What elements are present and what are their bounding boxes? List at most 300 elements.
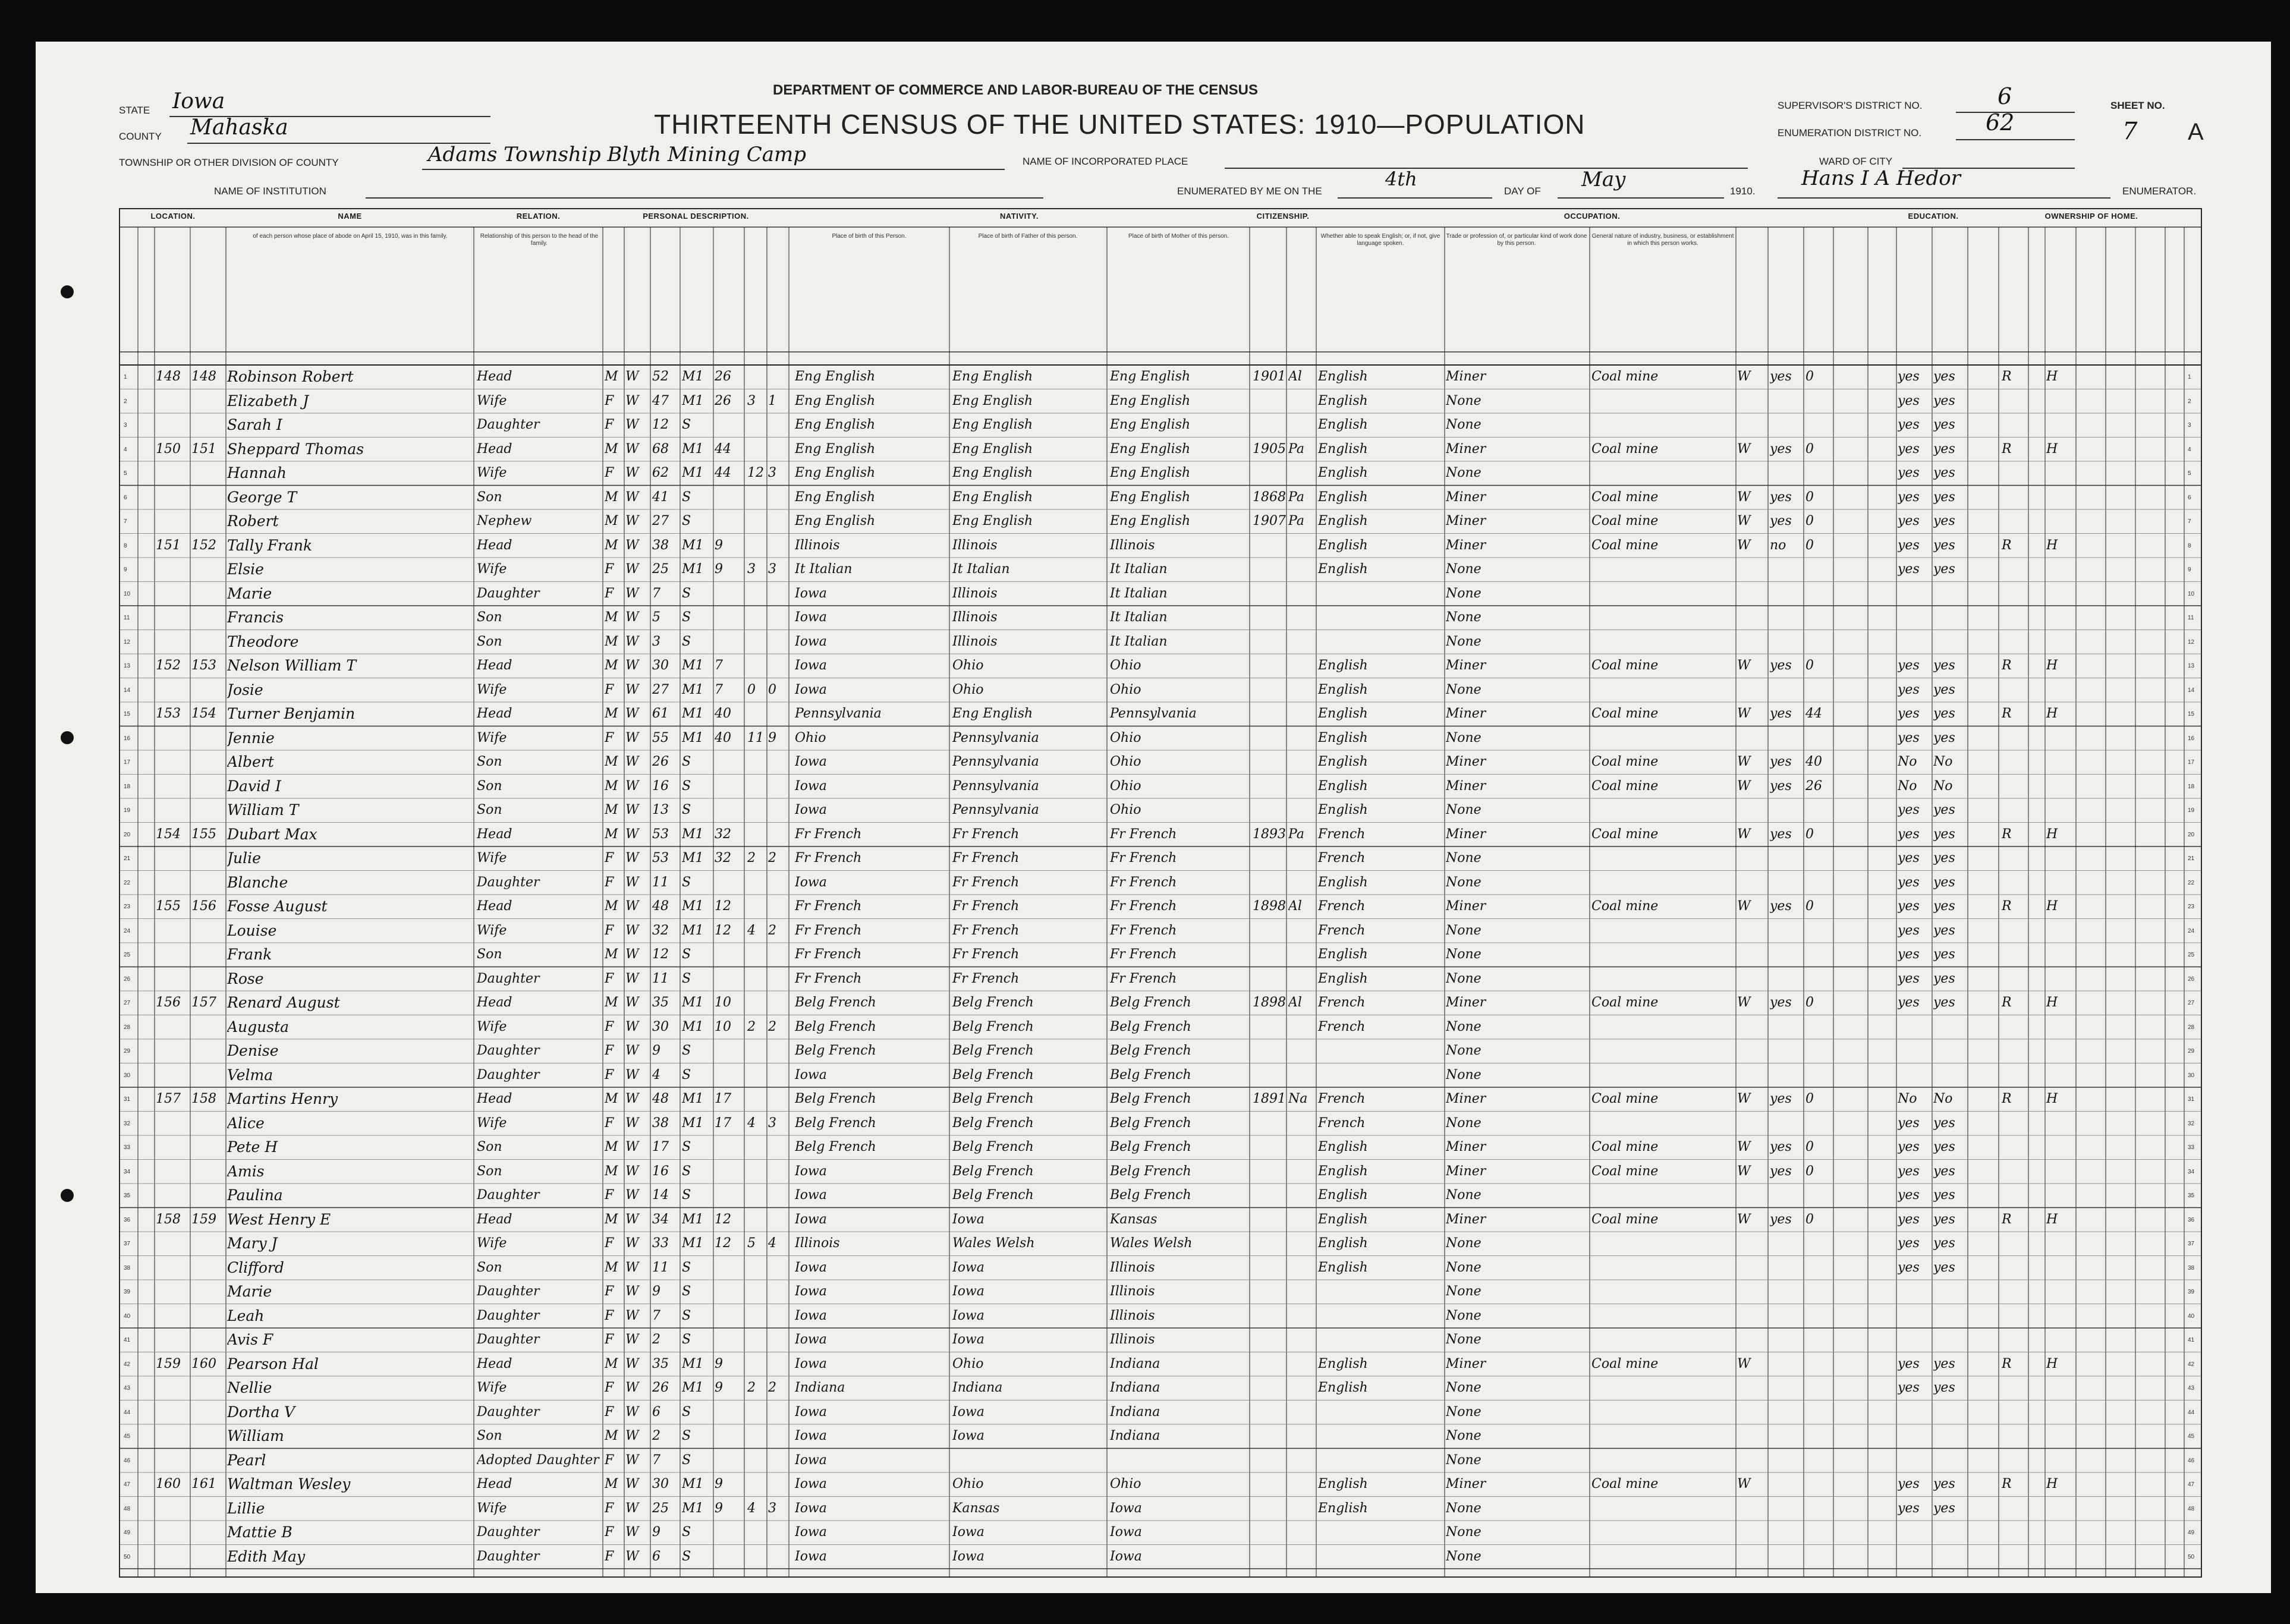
cell-lang: English <box>1318 1188 1368 1203</box>
cell-bp: Eng English <box>795 417 876 432</box>
cell-yes: yes <box>1770 899 1792 914</box>
cell-yes: yes <box>1770 489 1792 505</box>
line-number: 3 <box>2188 422 2191 429</box>
cell-trade: Miner <box>1446 658 1486 673</box>
cell-write: yes <box>1933 465 1955 480</box>
cell-rel: Son <box>477 1140 502 1154</box>
cell-sex: F <box>605 1188 614 1203</box>
line-number: 23 <box>124 904 131 910</box>
cell-yes: yes <box>1770 441 1792 457</box>
cell-dw: 150 <box>156 441 181 457</box>
cell-age: 62 <box>652 465 669 480</box>
line-number: 6 <box>2188 494 2191 501</box>
cell-race: W <box>625 971 639 986</box>
line-number: 3 <box>124 422 127 429</box>
cell-mar: M1 <box>682 562 704 577</box>
cell-bp: Iowa <box>795 1500 827 1516</box>
line-number: 26 <box>124 975 131 983</box>
line-number: 1 <box>2188 374 2191 380</box>
sheet-number: 7 <box>2122 118 2138 145</box>
cell-own: R <box>2002 441 2012 457</box>
cell-trade: None <box>1446 923 1481 938</box>
cell-name: Albert <box>227 753 274 770</box>
line-number: 4 <box>2188 446 2191 453</box>
cell-emp: W <box>1737 489 1751 505</box>
cell-age: 38 <box>652 1115 669 1131</box>
cell-mb: Eng English <box>1110 417 1191 432</box>
cell-fb: Eng English <box>952 441 1033 457</box>
birthplace-column-header: Place of birth of this Person. <box>832 233 907 240</box>
cell-read: yes <box>1898 658 1920 673</box>
cell-ind: Coal mine <box>1591 537 1659 553</box>
cell-age: 55 <box>652 730 669 745</box>
cell-wk: 0 <box>1805 826 1814 842</box>
cell-trade: Miner <box>1446 995 1486 1010</box>
cell-name: Pearson Hal <box>227 1355 319 1373</box>
line-number: 18 <box>124 783 131 790</box>
name-group-header: NAME <box>338 212 362 221</box>
cell-race: W <box>625 802 639 817</box>
cell-ch2: 0 <box>768 682 776 697</box>
cell-sex: F <box>605 851 614 865</box>
cell-mb: Fr French <box>1110 851 1177 865</box>
cell-age: 53 <box>652 826 669 842</box>
cell-lang: English <box>1318 658 1368 673</box>
trade-column-header: Trade or profession of, or particular kind of work done by this person. <box>1446 233 1587 247</box>
cell-bp: Eng English <box>795 393 876 408</box>
cell-fb: Iowa <box>952 1284 984 1299</box>
enumeration-day: 4th <box>1385 168 1417 190</box>
cell-bp: Belg French <box>795 1091 876 1106</box>
cell-race: W <box>625 1067 639 1082</box>
cell-mar: S <box>682 1452 691 1468</box>
cell-emp: W <box>1737 1163 1751 1179</box>
cell-house: H <box>2046 1091 2058 1106</box>
cell-sex: M <box>605 1428 618 1443</box>
cell-write: yes <box>1933 851 1955 865</box>
cell-name: Amis <box>227 1162 265 1180</box>
cell-race: W <box>625 826 639 842</box>
cell-fb: Eng English <box>952 393 1033 408</box>
cell-write: No <box>1933 778 1953 794</box>
cell-own: R <box>2002 899 2012 914</box>
cell-dw: 151 <box>156 537 181 553</box>
cell-read: yes <box>1898 1211 1920 1227</box>
line-number: 44 <box>124 1409 131 1416</box>
cell-sex: F <box>605 1452 614 1468</box>
line-number: 6 <box>124 494 127 501</box>
cell-mar: S <box>682 1140 691 1154</box>
cell-yrs: 32 <box>715 826 731 842</box>
cell-name: Clifford <box>227 1258 284 1276</box>
cell-bp: Ohio <box>795 730 826 745</box>
cell-race: W <box>625 851 639 865</box>
cell-trade: None <box>1446 1284 1481 1299</box>
cell-sex: F <box>605 1500 614 1516</box>
cell-sex: F <box>605 1043 614 1058</box>
cell-yes: yes <box>1770 754 1792 769</box>
cell-lang: French <box>1318 851 1366 865</box>
cell-ch1: 2 <box>747 1380 756 1395</box>
line-number: 15 <box>2188 711 2195 717</box>
cell-read: No <box>1898 754 1917 769</box>
line-number: 40 <box>124 1313 131 1320</box>
cell-write: yes <box>1933 1211 1955 1227</box>
cell-rel: Wife <box>477 562 507 577</box>
cell-name: Fosse August <box>227 898 328 915</box>
cell-age: 9 <box>652 1043 660 1058</box>
cell-yes: yes <box>1770 1163 1792 1179</box>
cell-house: H <box>2046 706 2058 721</box>
cell-yrs: 40 <box>715 730 731 745</box>
cell-ch2: 2 <box>768 923 776 938</box>
line-number: 9 <box>2188 566 2191 573</box>
cell-fb: Belg French <box>952 1188 1034 1203</box>
cell-mar: S <box>682 610 691 625</box>
cell-trade: None <box>1446 1428 1481 1443</box>
cell-lang: French <box>1318 923 1366 938</box>
cell-sex: F <box>605 586 614 601</box>
cell-mar: S <box>682 634 691 649</box>
cell-bp: It Italian <box>795 562 853 577</box>
cell-ch1: 2 <box>747 851 756 865</box>
cell-wk: 0 <box>1805 489 1814 505</box>
mother-birthplace-column-header: Place of birth of Mother of this person. <box>1128 233 1229 240</box>
cell-cit: Na <box>1288 1091 1308 1106</box>
cell-yrs: 40 <box>715 706 731 721</box>
cell-write: yes <box>1933 730 1955 745</box>
cell-fb: Pennsylvania <box>952 778 1039 794</box>
cell-name: Martins Henry <box>227 1090 338 1107</box>
cell-rel: Wife <box>477 1380 507 1395</box>
cell-own: R <box>2002 1356 2012 1371</box>
cell-age: 26 <box>652 1380 669 1395</box>
relation-group-header: RELATION. <box>516 212 561 221</box>
cell-age: 34 <box>652 1211 669 1227</box>
cell-mar: M1 <box>682 730 704 745</box>
cell-yes: no <box>1770 537 1786 553</box>
cell-yes: yes <box>1770 778 1792 794</box>
cell-yrs: 9 <box>715 1380 723 1395</box>
cell-sex: F <box>605 1284 614 1299</box>
cell-bp: Belg French <box>795 1019 876 1034</box>
cell-ch2: 2 <box>768 851 776 865</box>
cell-fa: 159 <box>191 1211 216 1227</box>
cell-trade: Miner <box>1446 369 1486 384</box>
line-number: 11 <box>2188 615 2194 621</box>
cell-bp: Iowa <box>795 1404 827 1420</box>
cell-bp: Indiana <box>795 1380 845 1395</box>
cell-cit: Pa <box>1288 514 1304 528</box>
cell-read: yes <box>1898 441 1920 457</box>
cell-fb: Belg French <box>952 1140 1034 1154</box>
location-group-header: LOCATION. <box>150 212 196 221</box>
cell-race: W <box>625 706 639 721</box>
cell-cit: Pa <box>1288 489 1304 505</box>
cell-mar: S <box>682 802 691 817</box>
line-number: 30 <box>124 1072 131 1079</box>
cell-ch2: 1 <box>768 393 776 408</box>
line-number: 16 <box>2188 735 2195 742</box>
cell-age: 38 <box>652 537 669 553</box>
cell-fb: Fr French <box>952 947 1020 962</box>
line-number: 5 <box>2188 470 2191 477</box>
cell-age: 11 <box>652 874 669 890</box>
state-label: STATE <box>119 105 150 116</box>
cell-race: W <box>625 1260 639 1275</box>
cell-rel: Daughter <box>477 1188 540 1203</box>
cell-mb: Iowa <box>1110 1500 1142 1516</box>
cell-write: yes <box>1933 826 1955 842</box>
line-number: 16 <box>124 735 131 742</box>
cell-sex: F <box>605 1525 614 1540</box>
cell-ch2: 3 <box>768 1500 776 1516</box>
cell-yrs: 12 <box>715 1211 731 1227</box>
cell-race: W <box>625 417 639 432</box>
cell-fb: Iowa <box>952 1428 984 1443</box>
cell-fb: Illinois <box>952 610 998 625</box>
line-number: 42 <box>124 1361 131 1368</box>
cell-read: yes <box>1898 706 1920 721</box>
cell-trade: Miner <box>1446 1477 1486 1491</box>
cell-sex: M <box>605 634 618 649</box>
cell-ind: Coal mine <box>1591 489 1659 505</box>
cell-mb: Eng English <box>1110 489 1191 505</box>
cell-bp: Iowa <box>795 1260 827 1275</box>
cell-sex: M <box>605 995 618 1010</box>
cell-mar: S <box>682 1284 691 1299</box>
education-group-header: EDUCATION. <box>1908 212 1959 221</box>
cell-emp: W <box>1737 441 1751 457</box>
cell-mb: Ohio <box>1110 682 1141 697</box>
cell-trade: None <box>1446 1500 1481 1516</box>
cell-bp: Pennsylvania <box>795 706 882 721</box>
cell-imm: 1898 <box>1253 899 1286 914</box>
line-number: 38 <box>2188 1264 2195 1271</box>
cell-age: 16 <box>652 778 669 794</box>
cell-trade: None <box>1446 802 1481 817</box>
line-number: 29 <box>124 1048 131 1055</box>
cell-fb: Fr French <box>952 826 1020 842</box>
cell-race: W <box>625 1452 639 1468</box>
line-number: 28 <box>124 1024 131 1031</box>
cell-write: yes <box>1933 514 1955 528</box>
cell-write: yes <box>1933 682 1955 697</box>
cell-mar: S <box>682 586 691 601</box>
line-number: 17 <box>2188 759 2195 766</box>
cell-trade: None <box>1446 874 1481 890</box>
cell-sex: M <box>605 1356 618 1371</box>
state-value: Iowa <box>172 89 225 114</box>
cell-write: No <box>1933 754 1953 769</box>
line-number: 48 <box>2188 1505 2195 1512</box>
cell-trade: None <box>1446 1188 1481 1203</box>
county-label: COUNTY <box>119 131 162 142</box>
cell-name: Alice <box>227 1114 265 1132</box>
cell-mb: Belg French <box>1110 995 1191 1010</box>
cell-sex: M <box>605 1140 618 1154</box>
line-number: 10 <box>124 590 131 597</box>
cell-name: Denise <box>227 1042 279 1059</box>
cell-write: yes <box>1933 1140 1955 1154</box>
cell-sex: M <box>605 610 618 625</box>
line-number: 41 <box>124 1337 131 1343</box>
cell-ind: Coal mine <box>1591 658 1659 673</box>
cell-race: W <box>625 658 639 673</box>
cell-ind: Coal mine <box>1591 1140 1659 1154</box>
cell-emp: W <box>1737 706 1751 721</box>
cell-fb: Iowa <box>952 1525 984 1540</box>
cell-age: 17 <box>652 1140 669 1154</box>
cell-read: yes <box>1898 874 1920 890</box>
cell-fb: Ohio <box>952 682 984 697</box>
cell-house: H <box>2046 1356 2058 1371</box>
cell-read: yes <box>1898 514 1920 528</box>
cell-emp: W <box>1737 995 1751 1010</box>
line-number: 33 <box>2188 1144 2195 1151</box>
cell-age: 7 <box>652 1308 660 1323</box>
cell-rel: Daughter <box>477 971 540 986</box>
cell-rel: Head <box>477 441 512 457</box>
cell-imm: 1893 <box>1253 826 1286 842</box>
cell-mar: S <box>682 1332 691 1347</box>
cell-own: R <box>2002 995 2012 1010</box>
cell-mar: S <box>682 947 691 962</box>
cell-fb: Illinois <box>952 634 998 649</box>
cell-lang: English <box>1318 802 1368 817</box>
cell-lang: English <box>1318 1211 1368 1227</box>
cell-read: yes <box>1898 489 1920 505</box>
line-number: 25 <box>2188 952 2195 958</box>
cell-race: W <box>625 1525 639 1540</box>
cell-mar: S <box>682 417 691 432</box>
cell-race: W <box>625 874 639 890</box>
cell-sex: F <box>605 1308 614 1323</box>
cell-fb: Iowa <box>952 1260 984 1275</box>
cell-rel: Head <box>477 826 512 842</box>
cell-trade: Miner <box>1446 441 1486 457</box>
cell-yes: yes <box>1770 995 1792 1010</box>
cell-mb: It Italian <box>1110 610 1168 625</box>
cell-fb: Iowa <box>952 1308 984 1323</box>
cell-write: yes <box>1933 369 1955 384</box>
punch-hole <box>61 731 74 744</box>
cell-yrs: 17 <box>715 1091 731 1106</box>
cell-house: H <box>2046 441 2058 457</box>
line-number: 49 <box>2188 1529 2195 1536</box>
cell-fb: Eng English <box>952 417 1033 432</box>
cell-yes: yes <box>1770 514 1792 528</box>
cell-race: W <box>625 1163 639 1179</box>
cell-race: W <box>625 995 639 1010</box>
cell-name: Robert <box>227 512 279 530</box>
cell-lang: English <box>1318 1140 1368 1154</box>
line-number: 24 <box>2188 927 2195 934</box>
cell-lang: English <box>1318 562 1368 577</box>
cell-own: R <box>2002 1211 2012 1227</box>
cell-bp: Belg French <box>795 1140 876 1154</box>
cell-rel: Son <box>477 1260 502 1275</box>
cell-name: Sarah I <box>227 416 282 433</box>
cell-mar: S <box>682 971 691 986</box>
cell-ch2: 2 <box>768 1019 776 1034</box>
cell-age: 25 <box>652 1500 669 1516</box>
cell-race: W <box>625 1211 639 1227</box>
cell-bp: Eng English <box>795 369 876 384</box>
cell-name: Frank <box>227 946 272 963</box>
personal-description-group-header: PERSONAL DESCRIPTION. <box>643 212 749 221</box>
cell-bp: Eng English <box>795 465 876 480</box>
cell-fb: Kansas <box>952 1500 1000 1516</box>
cell-lang: English <box>1318 730 1368 745</box>
line-number: 5 <box>124 470 127 477</box>
cell-lang: English <box>1318 1260 1368 1275</box>
cell-name: Lillie <box>227 1499 265 1517</box>
cell-name: Elizabeth J <box>227 392 309 410</box>
cell-bp: Eng English <box>795 441 876 457</box>
cell-lang: English <box>1318 537 1368 553</box>
cell-dw: 158 <box>156 1211 181 1227</box>
cell-trade: None <box>1446 1043 1481 1058</box>
cell-rel: Head <box>477 899 512 914</box>
line-number: 9 <box>124 566 127 573</box>
line-number: 21 <box>124 855 131 862</box>
cell-sex: F <box>605 417 614 432</box>
cell-trade: None <box>1446 851 1481 865</box>
cell-read: yes <box>1898 465 1920 480</box>
cell-sex: M <box>605 489 618 505</box>
cell-mb: Belg French <box>1110 1163 1191 1179</box>
cell-race: W <box>625 369 639 384</box>
cell-mb: Illinois <box>1110 1332 1155 1347</box>
cell-sex: F <box>605 562 614 577</box>
cell-bp: Iowa <box>795 586 827 601</box>
cell-sex: M <box>605 441 618 457</box>
cell-read: yes <box>1898 995 1920 1010</box>
cell-mb: Illinois <box>1110 537 1155 553</box>
cell-own: R <box>2002 1091 2012 1106</box>
cell-ch1: 5 <box>747 1236 756 1251</box>
cell-age: 27 <box>652 682 669 697</box>
cell-emp: W <box>1737 514 1751 528</box>
cell-name: Jennie <box>227 729 275 747</box>
cell-read: yes <box>1898 1260 1920 1275</box>
cell-trade: None <box>1446 1260 1481 1275</box>
cell-yrs: 26 <box>715 393 731 408</box>
cell-age: 61 <box>652 706 669 721</box>
cell-ind: Coal mine <box>1591 369 1659 384</box>
cell-mar: S <box>682 1308 691 1323</box>
cell-wk: 0 <box>1805 441 1814 457</box>
cell-dw: 148 <box>156 369 181 384</box>
cell-mb: Indiana <box>1110 1428 1160 1443</box>
cell-rel: Son <box>477 778 502 794</box>
cell-lang: French <box>1318 1115 1366 1131</box>
cell-rel: Wife <box>477 730 507 745</box>
cell-name: Augusta <box>227 1018 290 1036</box>
cell-fa: 160 <box>191 1356 216 1371</box>
line-number: 36 <box>124 1216 131 1223</box>
cell-mar: M1 <box>682 1236 704 1251</box>
cell-dw: 159 <box>156 1356 181 1371</box>
cell-mar: M1 <box>682 658 704 673</box>
cell-mb: Fr French <box>1110 947 1177 962</box>
cell-trade: Miner <box>1446 899 1486 914</box>
cell-mb: It Italian <box>1110 562 1168 577</box>
cell-trade: None <box>1446 1332 1481 1347</box>
line-number: 2 <box>2188 398 2191 405</box>
cell-bp: Belg French <box>795 995 876 1010</box>
